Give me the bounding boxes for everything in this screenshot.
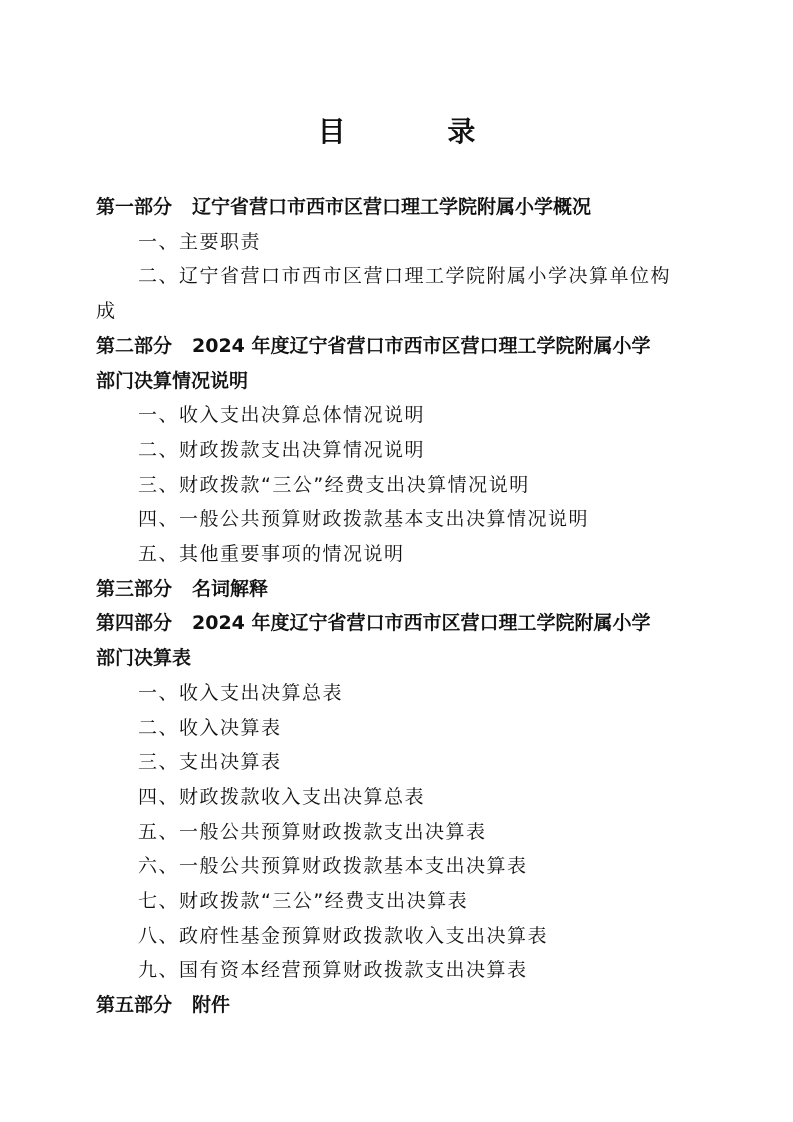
toc-part-label: 第一部分 bbox=[96, 196, 173, 218]
toc-part-label: 第二部分 bbox=[96, 334, 173, 357]
toc-item[interactable]: 三、财政拨款“三公”经费支出决算情况说明 bbox=[138, 473, 530, 496]
toc-item[interactable]: 二、辽宁省营口市西市区营口理工学院附属小学决算单位构 bbox=[138, 265, 672, 288]
toc-item[interactable]: 四、财政拨款收入支出决算总表 bbox=[138, 785, 426, 808]
toc-part-label: 第四部分 bbox=[96, 612, 173, 635]
toc-part-label: 第三部分 bbox=[96, 577, 173, 600]
toc-item[interactable]: 三、支出决算表 bbox=[138, 751, 282, 774]
toc-part-5[interactable] bbox=[96, 988, 706, 1023]
toc-item[interactable]: 一、收入支出决算总体情况说明 bbox=[138, 404, 426, 427]
toc-part-title: 2024 年度辽宁省营口市西市区营口理工学院附属小学 bbox=[192, 334, 651, 357]
toc-part-title: 名词解释 bbox=[192, 577, 269, 600]
toc-item[interactable]: 二、财政拨款支出决算情况说明 bbox=[138, 438, 426, 461]
toc-part-3[interactable] bbox=[96, 572, 706, 607]
toc-part-title-continuation[interactable]: 部门决算情况说明 bbox=[96, 369, 249, 392]
toc-part-title: 辽宁省营口市西市区营口理工学院附属小学概况 bbox=[192, 196, 592, 218]
toc-part-title-continuation[interactable]: 部门决算表 bbox=[96, 647, 192, 670]
toc-item[interactable]: 七、财政拨款“三公”经费支出决算表 bbox=[138, 890, 469, 913]
toc-part-label: 第五部分 bbox=[96, 994, 173, 1017]
toc-part-title: 2024 年度辽宁省营口市西市区营口理工学院附属小学 bbox=[192, 612, 651, 635]
toc-item[interactable]: 八、政府性基金预算财政拨款收入支出决算表 bbox=[138, 924, 549, 947]
toc-item[interactable]: 一、收入支出决算总表 bbox=[138, 681, 344, 704]
toc-part-title: 附件 bbox=[192, 994, 231, 1017]
toc-item-continuation[interactable]: 成 bbox=[96, 300, 117, 323]
table-of-contents bbox=[96, 190, 706, 1023]
page-title: 目 录 bbox=[317, 115, 522, 148]
toc-item[interactable]: 一、主要职责 bbox=[138, 230, 262, 253]
toc-item[interactable]: 四、一般公共预算财政拨款基本支出决算情况说明 bbox=[138, 508, 590, 531]
toc-item[interactable]: 六、一般公共预算财政拨款基本支出决算表 bbox=[138, 855, 528, 878]
toc-item[interactable]: 九、国有资本经营预算财政拨款支出决算表 bbox=[138, 959, 528, 982]
toc-item[interactable]: 二、收入决算表 bbox=[138, 716, 282, 739]
toc-part-1[interactable] bbox=[96, 190, 706, 225]
toc-part-2[interactable] bbox=[96, 329, 706, 364]
toc-part-4[interactable] bbox=[96, 606, 706, 641]
toc-item[interactable]: 五、一般公共预算财政拨款支出决算表 bbox=[138, 820, 487, 843]
toc-item[interactable]: 五、其他重要事项的情况说明 bbox=[138, 543, 405, 566]
